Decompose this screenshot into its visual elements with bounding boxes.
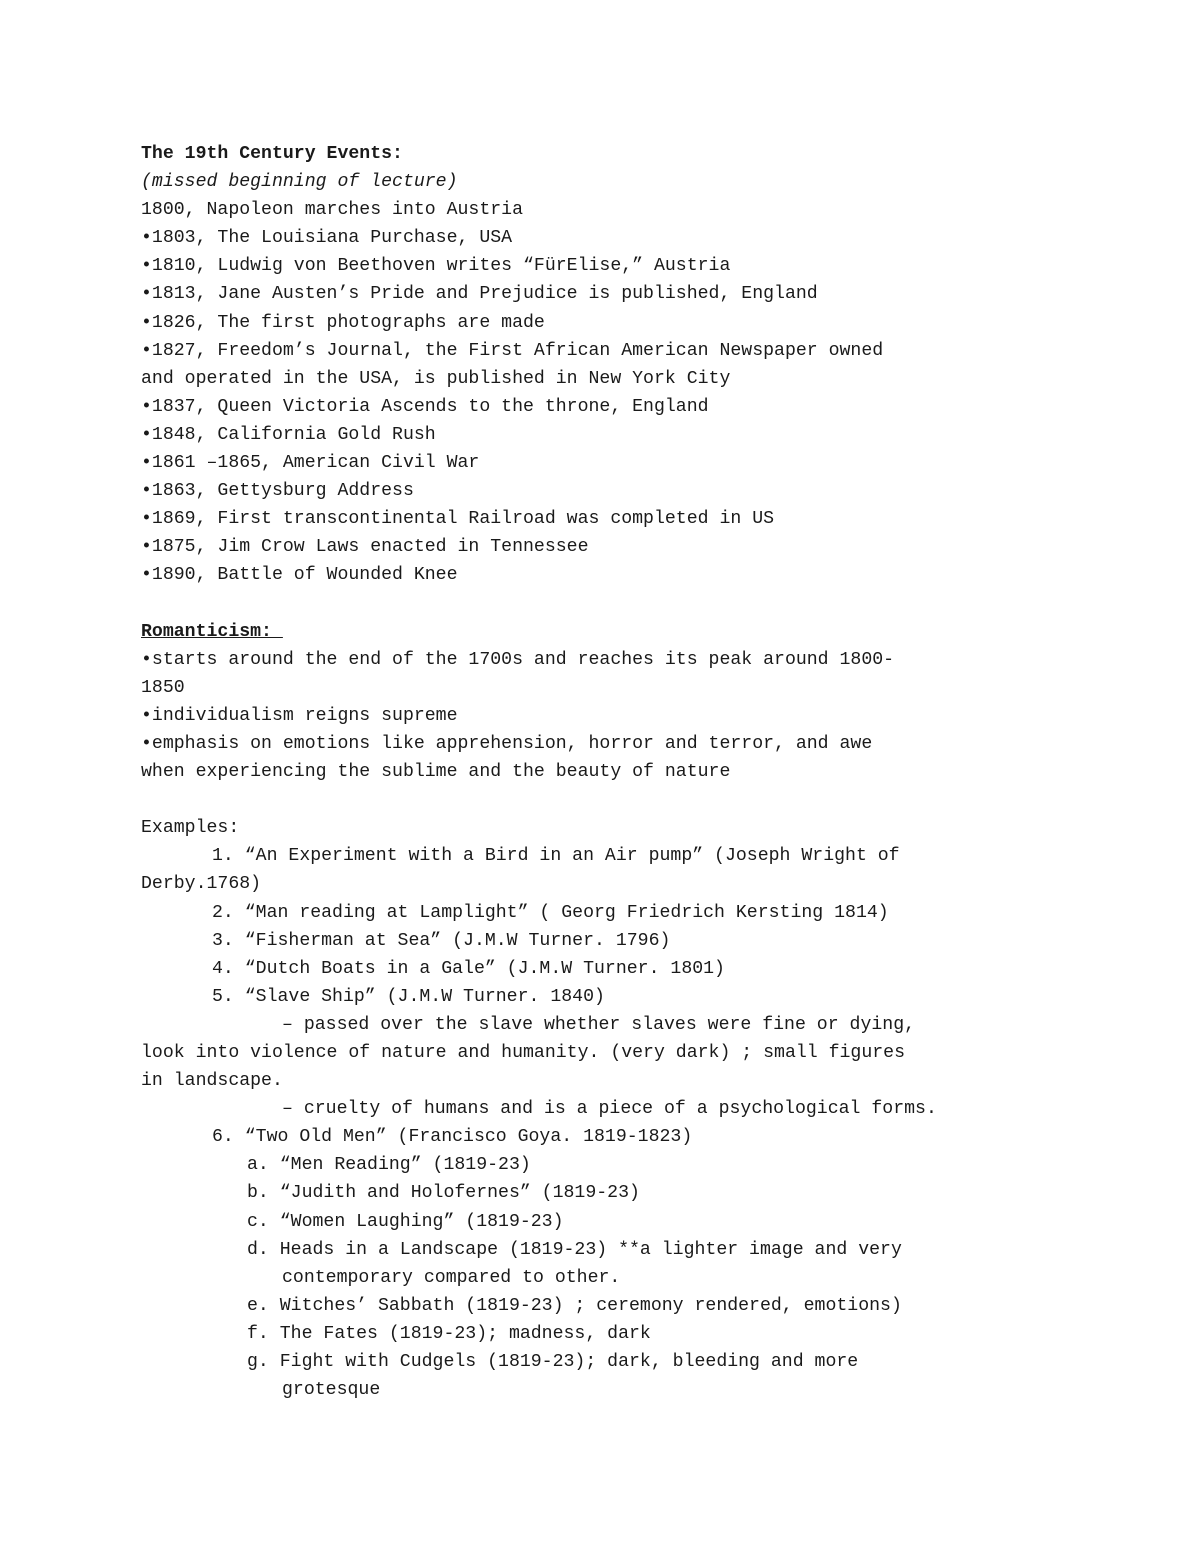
example-item-6: 6. “Two Old Men” (Francisco Goya. 1819-1823) xyxy=(212,1127,693,1148)
sub-item-g-cont: grotesque xyxy=(282,1380,381,1401)
event-line: •1813, Jane Austen’s Pride and Prejudice is published, England xyxy=(141,284,818,305)
example-item-4: 4. “Dutch Boats in a Gale” (J.M.W Turner. 1801) xyxy=(212,958,725,979)
event-line: 1800, Napoleon marches into Austria xyxy=(141,200,523,221)
example-item-1-cont: Derby.1768) xyxy=(141,874,262,895)
event-line: •1810, Ludwig von Beethoven writes “FürElise,” Austria xyxy=(141,256,731,277)
example-item-5-note-1: – passed over the slave whether slaves were fine or dying, xyxy=(282,1014,916,1035)
spacer xyxy=(141,590,1081,618)
sub-item-c: c. “Women Laughing” (1819-23) xyxy=(247,1211,564,1232)
document-page xyxy=(141,140,1081,1404)
examples-heading: Examples: xyxy=(141,818,240,839)
event-line: •1827, Freedom’s Journal, the First African American Newspaper owned xyxy=(141,340,884,361)
sub-item-d: d. Heads in a Landscape (1819-23) **a lighter image and very xyxy=(247,1239,902,1260)
event-line: •1803, The Louisiana Purchase, USA xyxy=(141,228,513,249)
event-line: •1848, California Gold Rush xyxy=(141,424,436,445)
example-item-3: 3. “Fisherman at Sea” (J.M.W Turner. 1796) xyxy=(212,930,671,951)
romanticism-line: •emphasis on emotions like apprehension, horror and terror, and awe xyxy=(141,733,873,754)
example-item-1: 1. “An Experiment with a Bird in an Air pump” (Joseph Wright of xyxy=(212,846,900,867)
event-line: •1837, Queen Victoria Ascends to the throne, England xyxy=(141,396,709,417)
sub-item-f: f. The Fates (1819-23); madness, dark xyxy=(247,1323,651,1344)
romanticism-line: when experiencing the sublime and the beauty of nature xyxy=(141,762,731,783)
romanticism-line: •starts around the end of the 1700s and reaches its peak around 1800- xyxy=(141,649,895,670)
romanticism-heading: Romanticism: xyxy=(141,621,283,642)
example-item-2: 2. “Man reading at Lamplight” ( Georg Friedrich Kersting 1814) xyxy=(212,902,889,923)
events-heading: The 19th Century Events: xyxy=(141,144,403,164)
example-item-5-note-2: – cruelty of humans and is a piece of a psychological forms. xyxy=(282,1099,937,1120)
event-line: and operated in the USA, is published in New York City xyxy=(141,368,731,389)
spacer xyxy=(141,786,1081,814)
romanticism-line: 1850 xyxy=(141,677,185,698)
event-line: •1890, Battle of Wounded Knee xyxy=(141,565,458,586)
sub-item-b: b. “Judith and Holofernes” (1819-23) xyxy=(247,1183,640,1204)
romanticism-line: •individualism reigns supreme xyxy=(141,705,458,726)
sub-item-d-cont: contemporary compared to other. xyxy=(282,1267,621,1288)
event-line: •1875, Jim Crow Laws enacted in Tennessee xyxy=(141,537,589,558)
example-item-5-note-1-cont: look into violence of nature and humanity. (very dark) ; small figures xyxy=(141,1043,905,1063)
sub-item-e: e. Witches’ Sabbath (1819-23) ; ceremony rendered, emotions) xyxy=(247,1295,902,1316)
example-item-5: 5. “Slave Ship” (J.M.W Turner. 1840) xyxy=(212,986,605,1007)
event-line: •1826, The first photographs are made xyxy=(141,312,545,333)
sub-item-a: a. “Men Reading” (1819-23) xyxy=(247,1155,531,1176)
example-item-5-note-1-cont: in landscape. xyxy=(141,1071,283,1092)
event-line: •1863, Gettysburg Address xyxy=(141,481,414,502)
events-note: (missed beginning of lecture) xyxy=(141,172,458,193)
sub-item-g: g. Fight with Cudgels (1819-23); dark, bleeding and more xyxy=(247,1352,859,1373)
event-line: •1861 –1865, American Civil War xyxy=(141,453,480,474)
event-line: •1869, First transcontinental Railroad was completed in US xyxy=(141,509,775,530)
